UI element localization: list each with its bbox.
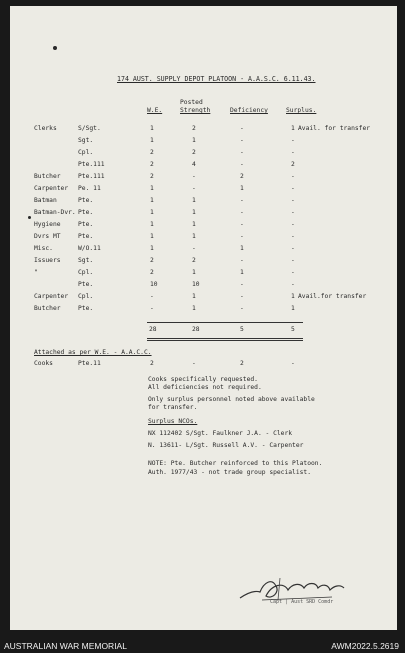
row-deficiency: -	[240, 257, 244, 264]
row-surplus: 1	[291, 125, 295, 132]
row-note: Avail. for transfer	[298, 125, 371, 132]
row-we: 1	[150, 185, 154, 192]
row-rank: Cpl.	[78, 269, 94, 276]
row-rank: Pe. 11	[78, 185, 101, 192]
document-title: 174 AUST. SUPPLY DEPOT PLATOON - A.A.S.C. 6.11.43.	[117, 75, 316, 83]
row-posted: 1	[192, 197, 196, 204]
row-posted: 1	[192, 293, 196, 300]
cooks-rank: Pte.11	[78, 360, 101, 367]
punch-hole	[53, 46, 57, 50]
row-posted: 2	[192, 125, 196, 132]
row-surplus: -	[291, 173, 295, 180]
row-we: 1	[150, 125, 154, 132]
row-deficiency: 1	[240, 269, 244, 276]
total-posted: 28	[192, 326, 200, 333]
row-role: Clerks	[34, 125, 57, 132]
cooks-surplus: -	[291, 360, 295, 367]
header-posted-line2: Strength	[180, 107, 211, 114]
note-line3: Only surplus personnel noted above available	[148, 396, 315, 403]
note-line2: All deficiencies not required.	[148, 384, 262, 391]
row-posted: 1	[192, 233, 196, 240]
signature-caption: Capt | Aust SRD Comdr	[270, 599, 334, 605]
row-rank: Pte.111	[78, 173, 105, 180]
row-rank: Sgt.	[78, 137, 94, 144]
row-surplus: -	[291, 269, 295, 276]
row-posted: 1	[192, 137, 196, 144]
row-deficiency: -	[240, 209, 244, 216]
row-posted: -	[192, 173, 196, 180]
footer-right: AWM2022.5.2619	[331, 641, 399, 651]
row-posted: 2	[192, 149, 196, 156]
row-rank: Cpl.	[78, 149, 94, 156]
row-role: "	[34, 269, 38, 276]
row-rank: Pte.	[78, 281, 94, 288]
row-role: Batman	[34, 197, 57, 204]
cooks-role: Cooks	[34, 360, 53, 367]
header-we: W.E.	[147, 107, 163, 114]
row-role: Hygiene	[34, 221, 61, 228]
row-posted: 4	[192, 161, 196, 168]
row-surplus: -	[291, 149, 295, 156]
note-line4: for transfer.	[148, 404, 198, 411]
row-we: -	[150, 293, 154, 300]
cooks-posted: -	[192, 360, 196, 367]
nco-line2: N. 13611- L/Sgt. Russell A.V. - Carpenter	[148, 442, 304, 449]
platoon-note-line1: NOTE: Pte. Butcher reinforced to this Platoon.	[148, 460, 323, 467]
row-surplus: -	[291, 257, 295, 264]
row-surplus: -	[291, 197, 295, 204]
row-surplus: -	[291, 245, 295, 252]
row-surplus: 2	[291, 161, 295, 168]
row-we: 2	[150, 173, 154, 180]
header-deficiency: Deficiency	[230, 107, 268, 114]
row-rank: Cpl.	[78, 293, 94, 300]
header-posted-line1: Posted	[180, 99, 203, 106]
row-role: Batman-Dvr.	[34, 209, 76, 216]
row-we: 2	[150, 149, 154, 156]
row-deficiency: -	[240, 197, 244, 204]
row-posted: -	[192, 185, 196, 192]
row-we: -	[150, 305, 154, 312]
row-deficiency: -	[240, 281, 244, 288]
row-deficiency: -	[240, 161, 244, 168]
row-deficiency: -	[240, 137, 244, 144]
nco-line1: NX 112402 S/Sgt. Faulkner J.A. - Clerk	[148, 430, 293, 437]
row-role: Butcher	[34, 173, 61, 180]
row-surplus: -	[291, 185, 295, 192]
total-deficiency: 5	[240, 326, 244, 333]
row-rank: Pte.	[78, 197, 94, 204]
row-rank: Pte.	[78, 305, 94, 312]
row-surplus: -	[291, 137, 295, 144]
row-surplus: -	[291, 233, 295, 240]
row-deficiency: -	[240, 149, 244, 156]
cooks-we: 2	[150, 360, 154, 367]
row-role: Carpenter	[34, 293, 69, 300]
platoon-note-line2: Auth. 1977/43 - not trade group specialist.	[148, 469, 312, 476]
row-surplus: 1	[291, 293, 295, 300]
row-we: 1	[150, 209, 154, 216]
row-note: Avail.for transfer	[298, 293, 367, 300]
row-rank: Pte.111	[78, 161, 105, 168]
row-rank: Pte.	[78, 209, 94, 216]
row-we: 1	[150, 221, 154, 228]
row-deficiency: -	[240, 221, 244, 228]
footer-left: AUSTRALIAN WAR MEMORIAL	[4, 641, 127, 651]
note-line1: Cooks specifically requested.	[148, 376, 258, 383]
total-surplus: 5	[291, 326, 295, 333]
total-rule-bottom	[147, 338, 303, 339]
row-we: 1	[150, 245, 154, 252]
total-we: 28	[149, 326, 157, 333]
row-posted: 1	[192, 209, 196, 216]
row-rank: Pte.	[78, 233, 94, 240]
row-role: Carpenter	[34, 185, 69, 192]
row-role: Misc.	[34, 245, 53, 252]
row-surplus: -	[291, 209, 295, 216]
row-rank: W/O.11	[78, 245, 101, 252]
row-role: Butcher	[34, 305, 61, 312]
row-deficiency: -	[240, 293, 244, 300]
row-posted: 1	[192, 305, 196, 312]
row-we: 1	[150, 137, 154, 144]
row-surplus: -	[291, 281, 295, 288]
row-rank: S/Sgt.	[78, 125, 101, 132]
attached-heading: Attached as per W.E. - A.A.C.C.	[34, 349, 152, 356]
total-rule-double	[147, 340, 303, 341]
row-deficiency: -	[240, 233, 244, 240]
row-surplus: 1	[291, 305, 295, 312]
row-deficiency: 1	[240, 185, 244, 192]
row-posted: 1	[192, 221, 196, 228]
row-we: 2	[150, 257, 154, 264]
row-posted: 10	[192, 281, 200, 288]
surplus-ncos-heading: Surplus NCOs.	[148, 418, 198, 425]
row-posted: -	[192, 245, 196, 252]
row-posted: 2	[192, 257, 196, 264]
row-surplus: -	[291, 221, 295, 228]
row-posted: 1	[192, 269, 196, 276]
row-rank: Sgt.	[78, 257, 94, 264]
row-role: Dvrs MT	[34, 233, 61, 240]
row-we: 2	[150, 161, 154, 168]
row-we: 1	[150, 197, 154, 204]
total-rule-top	[147, 322, 303, 323]
row-role: Issuers	[34, 257, 61, 264]
header-surplus: Surplus.	[286, 107, 317, 114]
row-we: 2	[150, 269, 154, 276]
row-deficiency: -	[240, 125, 244, 132]
punch-hole	[28, 216, 31, 219]
row-we: 10	[150, 281, 158, 288]
row-deficiency: -	[240, 305, 244, 312]
document-page	[10, 6, 397, 630]
row-we: 1	[150, 233, 154, 240]
cooks-deficiency: 2	[240, 360, 244, 367]
row-rank: Pte.	[78, 221, 94, 228]
row-deficiency: 1	[240, 245, 244, 252]
row-deficiency: 2	[240, 173, 244, 180]
